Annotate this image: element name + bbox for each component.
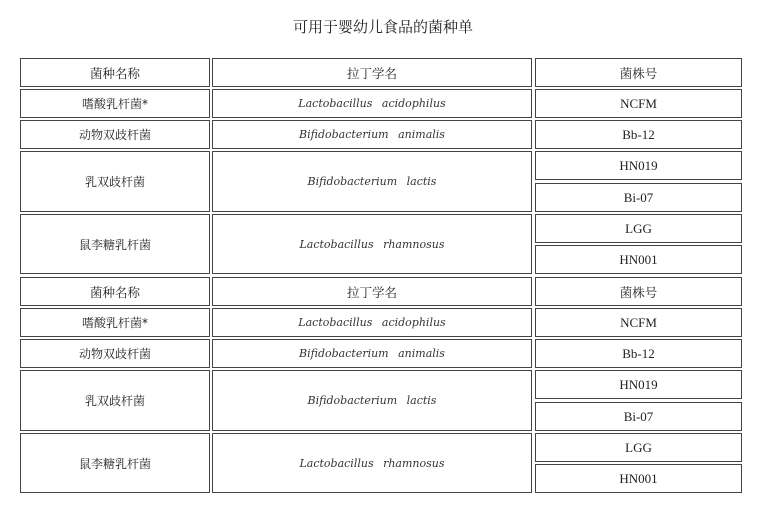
species-name-cell: 嗜酸乳杆菌* bbox=[20, 89, 210, 118]
species-name-cell: 嗜酸乳杆菌* bbox=[20, 308, 210, 337]
page-title: 可用于婴幼儿食品的菌种单 bbox=[292, 18, 473, 36]
strain-cell: LGG bbox=[535, 433, 742, 462]
strain-cell: HN019 bbox=[535, 370, 742, 399]
header-strain-cell: 菌株号 bbox=[535, 58, 742, 87]
header-latin-cell: 拉丁学名 bbox=[212, 277, 532, 306]
strain-cell: Bi-07 bbox=[535, 402, 742, 431]
strain-cell: Bb-12 bbox=[535, 120, 742, 149]
strain-cell: Bb-12 bbox=[535, 339, 742, 368]
strain-cell: LGG bbox=[535, 214, 742, 243]
strain-cell: HN001 bbox=[535, 464, 742, 493]
strain-cell: HN001 bbox=[535, 245, 742, 274]
strain-cell: NCFM bbox=[535, 308, 742, 337]
header-name-cell: 菌种名称 bbox=[20, 277, 210, 306]
latin-name-cell: Bifidobacterium lactis bbox=[212, 151, 532, 212]
species-name-cell: 鼠李糖乳杆菌 bbox=[20, 214, 210, 274]
latin-name-cell: Lactobacillus acidophilus bbox=[212, 89, 532, 118]
header-strain-cell: 菌株号 bbox=[535, 277, 742, 306]
latin-name-cell: Lactobacillus rhamnosus bbox=[212, 214, 532, 274]
latin-name-cell: Bifidobacterium lactis bbox=[212, 370, 532, 431]
species-name-cell: 乳双歧杆菌 bbox=[20, 151, 210, 212]
header-latin-cell: 拉丁学名 bbox=[212, 58, 532, 87]
species-name-cell: 动物双歧杆菌 bbox=[20, 120, 210, 149]
strain-cell: HN019 bbox=[535, 151, 742, 180]
strain-cell: NCFM bbox=[535, 89, 742, 118]
latin-name-cell: Lactobacillus rhamnosus bbox=[212, 433, 532, 493]
species-name-cell: 乳双歧杆菌 bbox=[20, 370, 210, 431]
latin-name-cell: Bifidobacterium animalis bbox=[212, 120, 532, 149]
latin-name-cell: Bifidobacterium animalis bbox=[212, 339, 532, 368]
strain-cell: Bi-07 bbox=[535, 183, 742, 212]
latin-name-cell: Lactobacillus acidophilus bbox=[212, 308, 532, 337]
species-name-cell: 动物双歧杆菌 bbox=[20, 339, 210, 368]
species-name-cell: 鼠李糖乳杆菌 bbox=[20, 433, 210, 493]
header-name-cell: 菌种名称 bbox=[20, 58, 210, 87]
